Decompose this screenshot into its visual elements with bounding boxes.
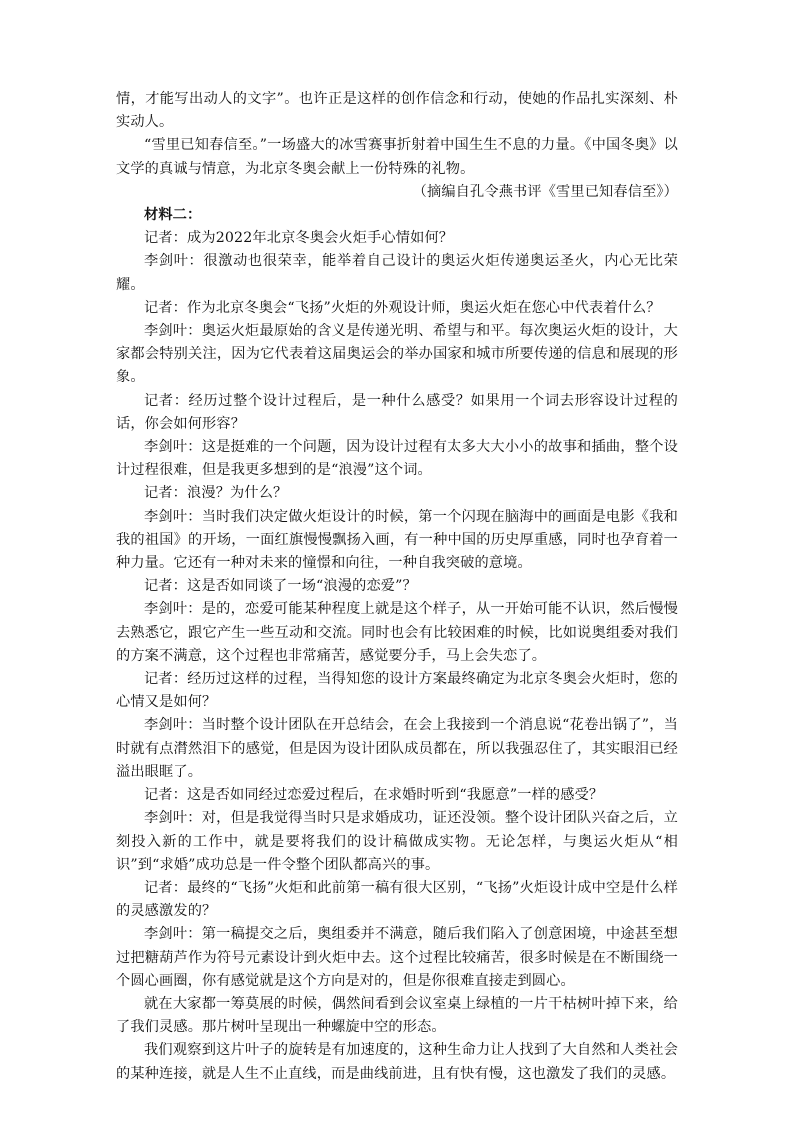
paragraph-continuation: 情，才能写出动人的文字”。也许正是这样的创作信念和行动，使她的作品扎实深刻、朴实动人。	[116, 91, 678, 131]
interview-line: 李剑叶：对，但是我觉得当时只是求婚成功，证还没领。整个设计团队兴奋之后，立刻投入新的工作中，就是要将我们的设计稿做成实物。无论怎样，与奥运火炬从“相识”到“求婚”成功总是一件令整个团队都高兴的事。	[116, 810, 678, 873]
interview-line: 记者：作为北京冬奥会“飞扬”火炬的外观设计师，奥运火炬在您心中代表着什么？	[144, 299, 661, 316]
interview-line: 记者：成为2022年北京冬奥会火炬手心情如何？	[144, 230, 454, 247]
interview-line: 李剑叶：第一稿提交之后，奥组委并不满意，随后我们陷入了创意困境，中途甚至想过把糖葫芦作为符号元素设计到火炬中去。这个过程比较痛苦，很多时候是在不断围绕一个圆心画圈，你有感觉就是这个方向是对的，但是你很难直接走到圆心。	[116, 926, 678, 989]
interview-line: 记者：浪漫？为什么？	[144, 485, 288, 502]
paragraph-conclusion: “雪里已知春信至。”一场盛大的冰雪赛事折射着中国生生不息的力量。《中国冬奥》以文学的真诚与情意，为北京冬奥会献上一份特殊的礼物。	[116, 137, 678, 177]
interview-line: 记者：经历过整个设计过程后，是一种什么感受？如果用一个词去形容设计过程的话，你会如何形容？	[116, 392, 678, 432]
interview-line: 记者：这是否如同谈了一场“浪漫的恋爱”？	[144, 578, 417, 595]
interview-line: 就在大家都一筹莫展的时候，偶然间看到会议室桌上绿植的一片干枯树叶掉下来，给了我们灵感。那片树叶呈现出一种螺旋中空的形态。	[116, 995, 678, 1036]
interview-line: 记者：这是否如同经过恋爱过程后，在求婚时听到“我愿意”一样的感受？	[144, 787, 604, 804]
interview-line: 李剑叶：是的，恋爱可能某种程度上就是这个样子，从一开始可能不认识，然后慢慢去熟悉它，跟它产生一些互动和交流。同时也会有比较困难的时候，比如说奥组委对我们的方案不满意，这个过程也非常痛苦，感觉要分手，马上会失恋了。	[116, 601, 678, 664]
interview-line: 记者：最终的“飞扬”火炬和此前第一稿有很大区别，“飞扬”火炬设计成中空是什么样的灵感激发的？	[116, 879, 678, 920]
section-heading: 材料二：	[144, 207, 202, 224]
interview-line: 李剑叶：奥运火炬最原始的含义是传递光明、希望与和平。每次奥运火炬的设计，大家都会特别关注，因为它代表着这届奥运会的举办国家和城市所要传递的信息和展现的形象。	[116, 323, 678, 386]
interview-line: 李剑叶：这是挺难的一个问题，因为设计过程有太多大大小小的故事和插曲，整个设计过程很难，但是我更多想到的是“浪漫”这个词。	[116, 439, 678, 479]
interview-line: 李剑叶：当时整个设计团队在开总结会，在会上我接到一个消息说“花卷出锅了”，当时就有点潸然泪下的感觉，但是因为设计团队成员都在，所以我强忍住了，其实眼泪已经溢出眼眶了。	[116, 717, 678, 780]
document-body	[116, 88, 678, 1086]
interview-line: 李剑叶：当时我们决定做火炬设计的时候，第一个闪现在脑海中的画面是电影《我和我的祖国》的开场，一面红旗慢慢飘扬入画，有一种中国的历史厚重感，同时也孕育着一种力量。它还有一种对未来的憧憬和向往，一种自我突破的意境。	[116, 508, 678, 572]
interview-line: 李剑叶：很激动也很荣幸，能举着自己设计的奥运火炬传递奥运圣火，内心无比荣耀。	[116, 253, 678, 293]
interview-line: 我们观察到这片叶子的旋转是有加速度的，这种生命力让人找到了大自然和人类社会的某种连接，就是人生不止直线，而是曲线前进，且有快有慢，这也激发了我们的灵感。	[116, 1042, 678, 1082]
source-citation: （摘编自孔令燕书评《雪里已知春信至》）	[412, 183, 678, 200]
interview-line: 记者：经历过这样的过程，当得知您的设计方案最终确定为北京冬奥会火炬时，您的心情又是如何？	[116, 671, 678, 711]
